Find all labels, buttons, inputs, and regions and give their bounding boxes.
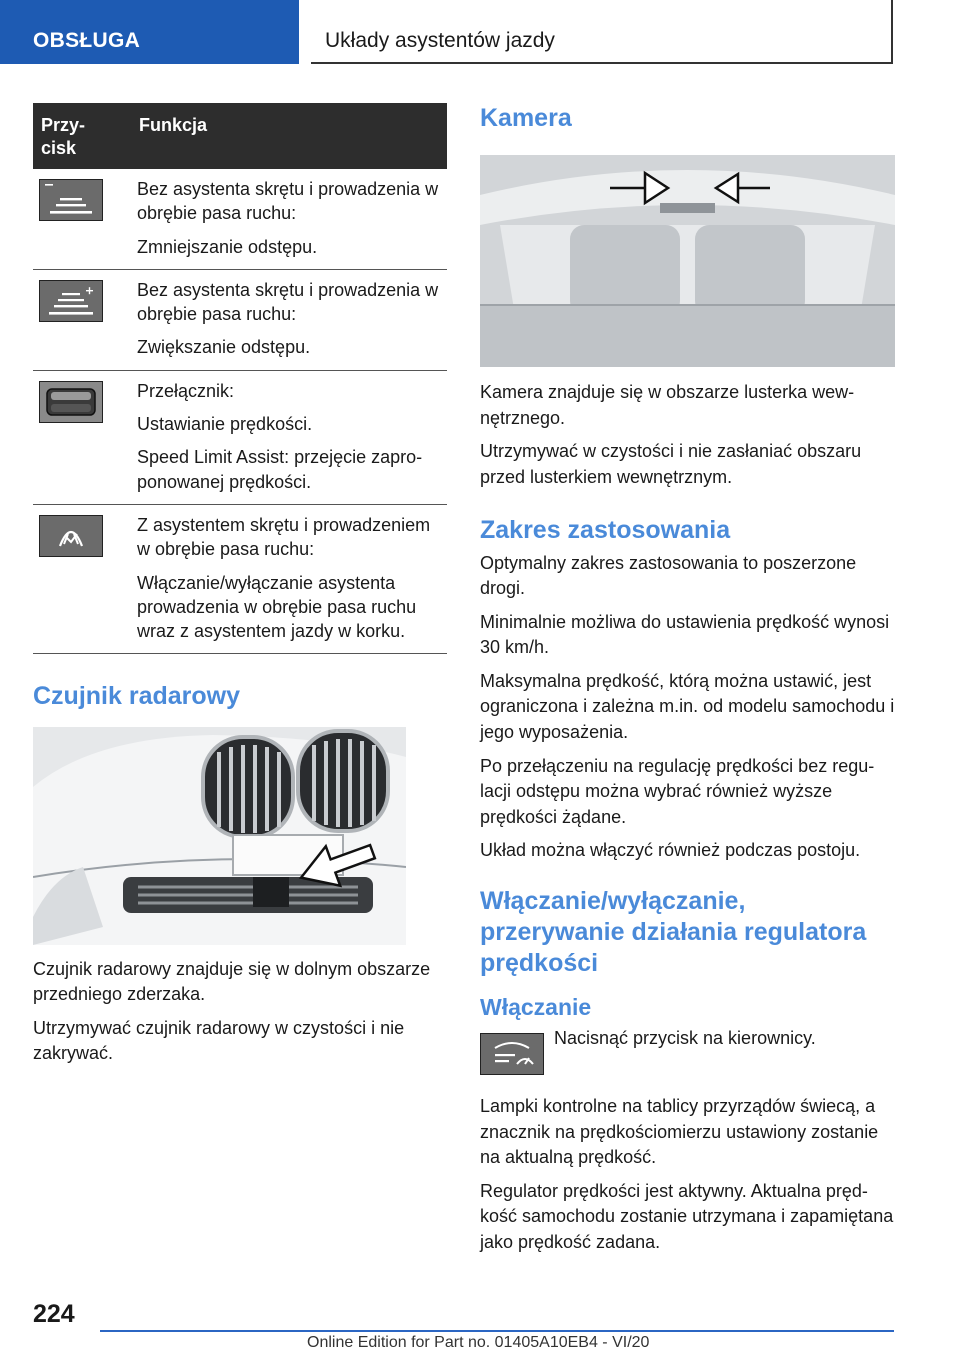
col-header-function: Funkcja xyxy=(131,103,447,169)
range-text-5: Układ można włączyć również podczas postoju. xyxy=(480,840,861,861)
range-text-4: Po przełączeniu na regulację prędkości bez regulacji odstępu można wybrać również wyższe prędkości żądane. xyxy=(480,755,875,827)
right-column xyxy=(480,103,896,1263)
table-row xyxy=(33,370,447,504)
range-heading: Zakres zastosowania xyxy=(480,516,731,545)
steering-assist-icon xyxy=(39,515,103,557)
row-text: Bez asystenta skrętu i prowadzenia w obrębie pasa ruchu: xyxy=(137,179,439,224)
lane-distance-increase-icon xyxy=(39,280,103,322)
press-instruction xyxy=(480,1028,896,1080)
range-text-2: Minimalnie możliwa do ustawienia prędkość wynosi 30 km/h. xyxy=(480,611,890,658)
row-text: Zmniejszanie odstępu. xyxy=(137,236,318,257)
row-text: Ustawianie prędkości. xyxy=(137,414,313,435)
kidney-grille-right xyxy=(298,731,388,831)
row-text: Bez asystenta skrętu i prowadzenia w obrębie pasa ruchu: xyxy=(137,279,439,325)
edition-text: Online Edition for Part no. 01405A10EB4 - VI/20 xyxy=(307,1334,650,1351)
lane-distance-decrease-icon xyxy=(39,179,103,221)
switching-text-1: Lampki kontrolne na tablicy przyrządów świecą, a znacznik na prędkościomierzu ustawiony zostanie na aktualną prędkość. xyxy=(480,1096,879,1168)
switching-text-2: Regulator prędkości jest aktywny. Aktualna prędkość samochodu zostanie utrzymana i zapamiętana jako prędkość zadana. xyxy=(480,1180,894,1252)
row-text: Przełącznik: xyxy=(137,380,235,401)
switching-heading: Włączanie/wyłączanie, przerywanie działania regulatora prędkości xyxy=(480,886,867,978)
table-row xyxy=(33,269,447,370)
camera-text-1: Kamera znajduje się w obszarze lusterka wewnętrznego. xyxy=(480,382,855,428)
table-row xyxy=(33,169,447,269)
row-text: Włączanie/wyłączanie asystenta prowadzenia w obrębie pasa ruchu wraz z asystentem jazdy w korku. xyxy=(137,572,417,642)
button-function-table xyxy=(33,103,447,654)
left-column xyxy=(33,103,447,1075)
kidney-grille-left xyxy=(203,737,293,837)
row-text: Z asystentem skrętu i prowadzeniem w obrębie pasa ruchu: xyxy=(137,514,431,560)
page-header xyxy=(0,0,960,66)
chapter-tab xyxy=(311,0,893,64)
col-header-button: Przy- cisk xyxy=(33,103,131,169)
cruise-control-button-icon xyxy=(480,1033,544,1075)
table-row xyxy=(33,504,447,653)
camera-heading: Kamera xyxy=(480,104,572,132)
radar-sensor-image xyxy=(33,727,406,945)
range-text-3: Maksymalna prędkość, którą można ustawić, jest ograniczona i zależna m.in. od modelu samochodu i jego wyposażenia. xyxy=(480,670,895,742)
radar-text-1: Czujnik radarowy znajduje się w dolnym obszarze przedniego zderzaka. xyxy=(33,958,431,1005)
camera-text-2: Utrzymywać w czystości i nie zasłaniać obszaru przed lusterkiem wewnętrznym. xyxy=(480,441,862,487)
radar-text-2: Utrzymywać czujnik radarowy w czystości i nie zakrywać. xyxy=(33,1017,405,1064)
range-text-1: Optymalny zakres zastosowania to poszerzone drogi. xyxy=(480,552,857,599)
rocker-switch-icon xyxy=(39,381,103,423)
section-tab xyxy=(0,0,299,64)
press-text: Nacisnąć przycisk na kierownicy. xyxy=(554,1028,816,1049)
footer-divider xyxy=(100,1330,894,1332)
section-title: OBSŁUGA xyxy=(33,29,141,52)
page-number: 224 xyxy=(33,1300,75,1328)
camera-interior-image xyxy=(480,155,895,367)
chapter-title: Układy asystentów jazdy xyxy=(325,29,555,52)
row-text: Zwiększanie odstępu. xyxy=(137,337,311,358)
switching-subheading: Włączanie xyxy=(480,994,592,1021)
radar-heading: Czujnik radarowy xyxy=(33,682,240,711)
row-text: Speed Limit Assist: przejęcie zaproponowanej prędkości. xyxy=(137,447,423,492)
